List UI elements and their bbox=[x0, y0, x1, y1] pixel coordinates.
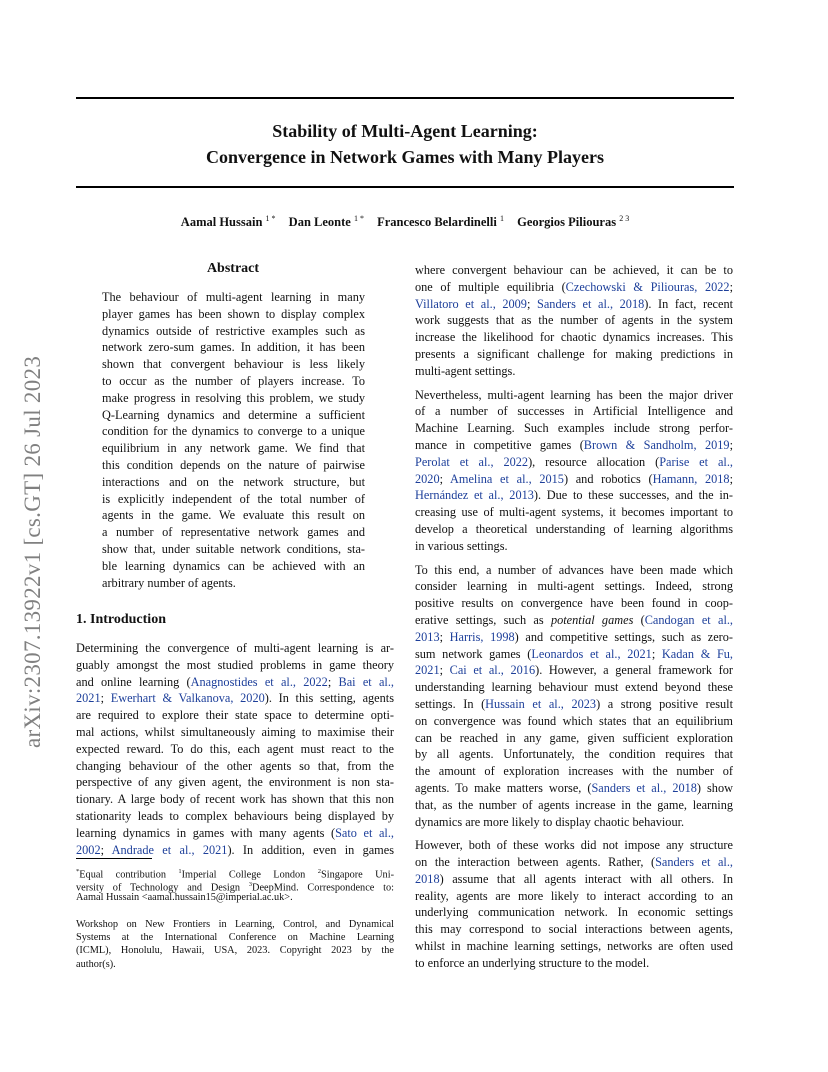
footnote-marker: 2 bbox=[317, 868, 321, 875]
citation-link[interactable]: Perolat et al., 2022 bbox=[415, 454, 529, 469]
paragraph bbox=[415, 262, 733, 380]
author-name: Dan Leonte bbox=[288, 215, 351, 230]
text-line: mal actions, whilst simultaneously aiming to maximise their bbox=[76, 724, 394, 739]
paragraph bbox=[415, 562, 733, 831]
citation-link[interactable]: 2021 bbox=[415, 663, 440, 678]
author-affiliation: 1 * bbox=[353, 214, 364, 223]
author-name: Aamal Hussain bbox=[180, 215, 263, 230]
text-line: this condition depends on the nature of pairwise bbox=[102, 457, 365, 472]
citation-link[interactable]: Andrade et al., 2021 bbox=[111, 842, 228, 857]
citation-link[interactable]: 2020 bbox=[415, 471, 440, 486]
text-line: However, both of these works did not impose any structure bbox=[415, 838, 733, 853]
text-line: tionary. A large body of recent work has shown that this non bbox=[76, 792, 394, 807]
citation-link[interactable]: Sato et al., bbox=[335, 825, 394, 840]
text-line: on the interaction between agents. Rather, (Sanders et al., bbox=[415, 855, 733, 870]
citation-link[interactable]: Bai et al., bbox=[338, 674, 394, 689]
citation-link[interactable]: Parise et al., bbox=[659, 454, 733, 469]
text-line: in various settings. bbox=[415, 538, 508, 553]
text-line: network zero-sum games. In addition, it has been bbox=[102, 340, 365, 355]
text-line: to enforce an underlying structure to the model. bbox=[415, 955, 650, 970]
author bbox=[517, 215, 629, 229]
citation-link[interactable]: 2021 bbox=[76, 691, 101, 706]
text-line: the amount of exploration increases with the number of bbox=[415, 764, 733, 779]
text-line: can be reached in any game, given sufficient exploration bbox=[415, 730, 733, 745]
author-name: Francesco Belardinelli bbox=[377, 215, 497, 230]
text-line: understanding learning behaviour must extend beyond these bbox=[415, 680, 733, 695]
footnote-marker: * bbox=[76, 868, 80, 875]
text-line: where convergent behaviour can be achieved, it can be to bbox=[415, 263, 733, 277]
citation-link[interactable]: Leonardos et al., 2021 bbox=[531, 646, 652, 661]
text-line: show that, under suitable network conditions, sta- bbox=[102, 541, 365, 556]
text-line: 2013; Harris, 1998) and competitive settings, such as zero- bbox=[415, 629, 733, 644]
author-list bbox=[76, 214, 734, 230]
footnote-affiliations bbox=[76, 865, 394, 905]
title-line-1: Stability of Multi-Agent Learning: bbox=[272, 121, 538, 141]
text-line: to occur as the number of players increase. To bbox=[102, 373, 365, 388]
text-line: reality, agents are more likely to interact according to an bbox=[415, 888, 733, 903]
abstract-body bbox=[102, 289, 365, 591]
text-line: Determining the convergence of multi-agent learning is ar- bbox=[76, 641, 394, 655]
citation-link[interactable]: 2002 bbox=[76, 842, 101, 857]
author bbox=[181, 215, 276, 229]
paper-title bbox=[76, 118, 734, 170]
footnote-marker: 3 bbox=[248, 881, 253, 889]
text-line: Q-Learning dynamics and determine a sufficient bbox=[102, 407, 365, 422]
paragraph bbox=[415, 387, 733, 555]
author-affiliation: 1 * bbox=[265, 214, 276, 223]
footnote-line: Workshop on New Frontiers in Learning, Control, and Dynamical bbox=[76, 919, 394, 930]
footnote-line: versity of Technology and Design $^3$DeepMind. Correspondence to: bbox=[76, 881, 394, 894]
footnote-workshop bbox=[76, 918, 394, 971]
text-line: learning dynamics in games with many agents (Sato et al., bbox=[76, 825, 394, 840]
text-line: dynamics are more likely to display chaotic behaviour. bbox=[415, 814, 685, 829]
text-line: by all agents. Unfortunately, the condition requires that bbox=[415, 747, 733, 762]
text-line: positive results on convergence have been found in coop- bbox=[415, 596, 733, 611]
text-line: make progress in resolving this problem, we study bbox=[102, 390, 365, 405]
text-line: are required to explore their state space to determine opti- bbox=[76, 708, 394, 723]
footnote-line: Systems at the International Conference on Machine Learning bbox=[76, 932, 394, 944]
citation-link[interactable]: Cai et al., 2016 bbox=[449, 663, 536, 678]
citation-link[interactable]: Harris, 1998 bbox=[449, 629, 515, 644]
title-line-2: Convergence in Network Games with Many Players bbox=[206, 147, 604, 167]
text-line: sum network games (Leonardos et al., 2021; Kadan & Fu, bbox=[415, 646, 734, 661]
author bbox=[377, 215, 504, 229]
text-line: 2021; Cai et al., 2016). However, a general framework for bbox=[415, 663, 733, 678]
right-column bbox=[415, 262, 733, 972]
text-line: 2018) assume that all agents interact with all others. In bbox=[415, 871, 733, 886]
text-line: mance in competitive games (Brown & Sandholm, 2019; bbox=[415, 437, 733, 452]
text-line: develop a theoretical understanding of learning algorithms bbox=[415, 521, 733, 536]
footnote-marker: 1 bbox=[178, 868, 182, 875]
author-affiliation: 2 3 bbox=[619, 214, 630, 223]
text-line: player games has been shown to display complex bbox=[102, 306, 365, 321]
text-line: whilst in machine learning settings, networks are often used bbox=[415, 939, 733, 954]
text-line: equilibrium in any network game. We find that bbox=[102, 441, 365, 456]
author-name: Georgios Piliouras bbox=[517, 215, 617, 230]
emphasis: potential games bbox=[550, 612, 634, 627]
footnote-line: (ICML), Honolulu, Hawaii, USA, 2023. Copyright 2023 by the bbox=[76, 945, 394, 957]
footnote-line: author(s). bbox=[76, 958, 116, 970]
citation-link[interactable]: Villatoro et al., 2009 bbox=[415, 296, 527, 311]
text-line: underlying communication network. In economic settings bbox=[415, 905, 733, 920]
text-line: erative settings, such as potential games (Candogan et al., bbox=[415, 612, 734, 627]
text-line: work suggests that as the number of agents in the system bbox=[415, 313, 733, 328]
citation-link[interactable]: Ewerhart & Valkanova, 2020 bbox=[110, 691, 265, 706]
text-line: 2021; Ewerhart & Valkanova, 2020). In this setting, agents bbox=[76, 691, 394, 706]
text-line: shown that convergent behaviour is less likely bbox=[102, 357, 365, 372]
text-line: Perolat et al., 2022), resource allocation (Parise et al., bbox=[415, 454, 733, 469]
text-line: agents. To make matters worse, (Sanders et al., 2018) show bbox=[415, 780, 733, 795]
text-line: Nevertheless, multi-agent learning has been the major driver bbox=[415, 387, 733, 402]
text-line: guably amongst the most studied problems in game theory bbox=[76, 657, 394, 672]
citation-link[interactable]: Candogan et al., bbox=[644, 612, 734, 627]
footnote-line: Aamal Hussain <aamal.hussain15@imperial.ac.uk>. bbox=[76, 892, 293, 904]
text-line: agents in the game. We evaluate this result on bbox=[102, 508, 365, 523]
citation-link[interactable]: Sanders et al., 2018 bbox=[591, 780, 697, 795]
text-line: To this end, a number of advances have been made which bbox=[415, 562, 733, 577]
text-line: 2002; Andrade et al., 2021). In addition, even in games bbox=[76, 842, 394, 857]
title-bottom-rule bbox=[76, 186, 734, 188]
text-line: on convergence was found which states that an equilibrium bbox=[415, 713, 733, 728]
text-line: The behaviour of multi-agent learning in many bbox=[102, 290, 365, 304]
paragraph bbox=[415, 837, 733, 971]
author bbox=[289, 215, 364, 229]
citation-link[interactable]: Anagnostides et al., 2022 bbox=[190, 674, 328, 689]
citation-link[interactable]: Czechowski & Piliouras, 2022 bbox=[565, 279, 730, 294]
text-line: one of multiple equilibria (Czechowski & Piliouras, 2022; bbox=[415, 279, 733, 294]
citation-link[interactable]: Kadan & Fu, bbox=[661, 646, 734, 661]
introduction-body bbox=[76, 640, 394, 858]
introduction-heading: 1. Introduction bbox=[76, 612, 166, 627]
top-rule bbox=[76, 97, 734, 99]
arxiv-stamp: arXiv:2307.13922v1 [cs.GT] 26 Jul 2023 bbox=[20, 355, 45, 748]
footnote-rule bbox=[76, 858, 152, 859]
citation-link[interactable]: Hussain et al., 2023 bbox=[485, 696, 597, 711]
text-line: Villatoro et al., 2009; Sanders et al., 2018). In fact, recent bbox=[415, 296, 734, 311]
text-line: is explicitly independent of the total number of bbox=[102, 491, 365, 506]
citation-link[interactable]: Sanders et al., bbox=[655, 855, 733, 870]
text-line: expected reward. To do this, each agent must react to the bbox=[76, 741, 394, 756]
citation-link[interactable]: Hamann, 2018 bbox=[652, 471, 730, 486]
text-line: that, as the number of agents increase in the game, learning bbox=[415, 797, 733, 812]
text-line: condition for the dynamics to converge to a unique bbox=[102, 424, 365, 439]
text-line: of a number of successes in Artificial Intelligence and bbox=[415, 404, 733, 419]
text-line: this may correspond to social interactions between agents, bbox=[415, 922, 733, 937]
citation-link[interactable]: Hernández et al., 2013 bbox=[415, 488, 534, 503]
text-line: creasing use of multi-agent systems, it becomes important to bbox=[415, 505, 733, 520]
citation-link[interactable]: Brown & Sandholm, 2019 bbox=[583, 437, 730, 452]
text-line: changing behaviour of the other agents so that, from the bbox=[76, 758, 394, 773]
text-line: increase the likelihood for chaotic dynamics increases. This bbox=[415, 330, 733, 345]
text-line: interactions and on the network structure, but bbox=[102, 474, 365, 489]
text-line: Hernández et al., 2013). Due to these successes, and the in- bbox=[415, 488, 734, 503]
citation-link[interactable]: 2018 bbox=[415, 871, 440, 886]
text-line: consider learning in multi-agent settings. Indeed, strong bbox=[415, 579, 733, 594]
abstract-heading: Abstract bbox=[206, 261, 260, 276]
text-line: 2020; Amelina et al., 2015) and robotics (Hamann, 2018; bbox=[415, 471, 733, 486]
text-line: presents a significant challenge for making predictions in bbox=[415, 346, 733, 361]
citation-link[interactable]: 2013 bbox=[415, 629, 440, 644]
text-line: dynamics outside of restrictive examples such as bbox=[102, 323, 365, 338]
text-line: multi-agent settings. bbox=[415, 363, 516, 378]
citation-link[interactable]: Sanders et al., 2018 bbox=[537, 296, 645, 311]
text-line: ble learning dynamics can be achieved with an bbox=[102, 558, 365, 573]
text-line: Machine Learning. Such examples include strong perfor- bbox=[415, 421, 733, 436]
text-line: perspective of any given agent, the environment is non sta- bbox=[76, 775, 394, 790]
footnote-line: *Equal contribution $^1$Imperial College London $^2$Singapore Uni- bbox=[76, 868, 394, 881]
text-line: stationarity leads to complex behaviours being displayed by bbox=[76, 808, 394, 823]
text-line: a number of representative network games and bbox=[102, 525, 365, 540]
text-line: and online learning (Anagnostides et al., 2022; Bai et al., bbox=[76, 674, 394, 689]
text-line: settings. In (Hussain et al., 2023) a strong positive result bbox=[415, 696, 733, 711]
author-affiliation: 1 bbox=[499, 214, 504, 223]
text-line: arbitrary number of agents. bbox=[102, 575, 236, 590]
citation-link[interactable]: Amelina et al., 2015 bbox=[450, 471, 564, 486]
